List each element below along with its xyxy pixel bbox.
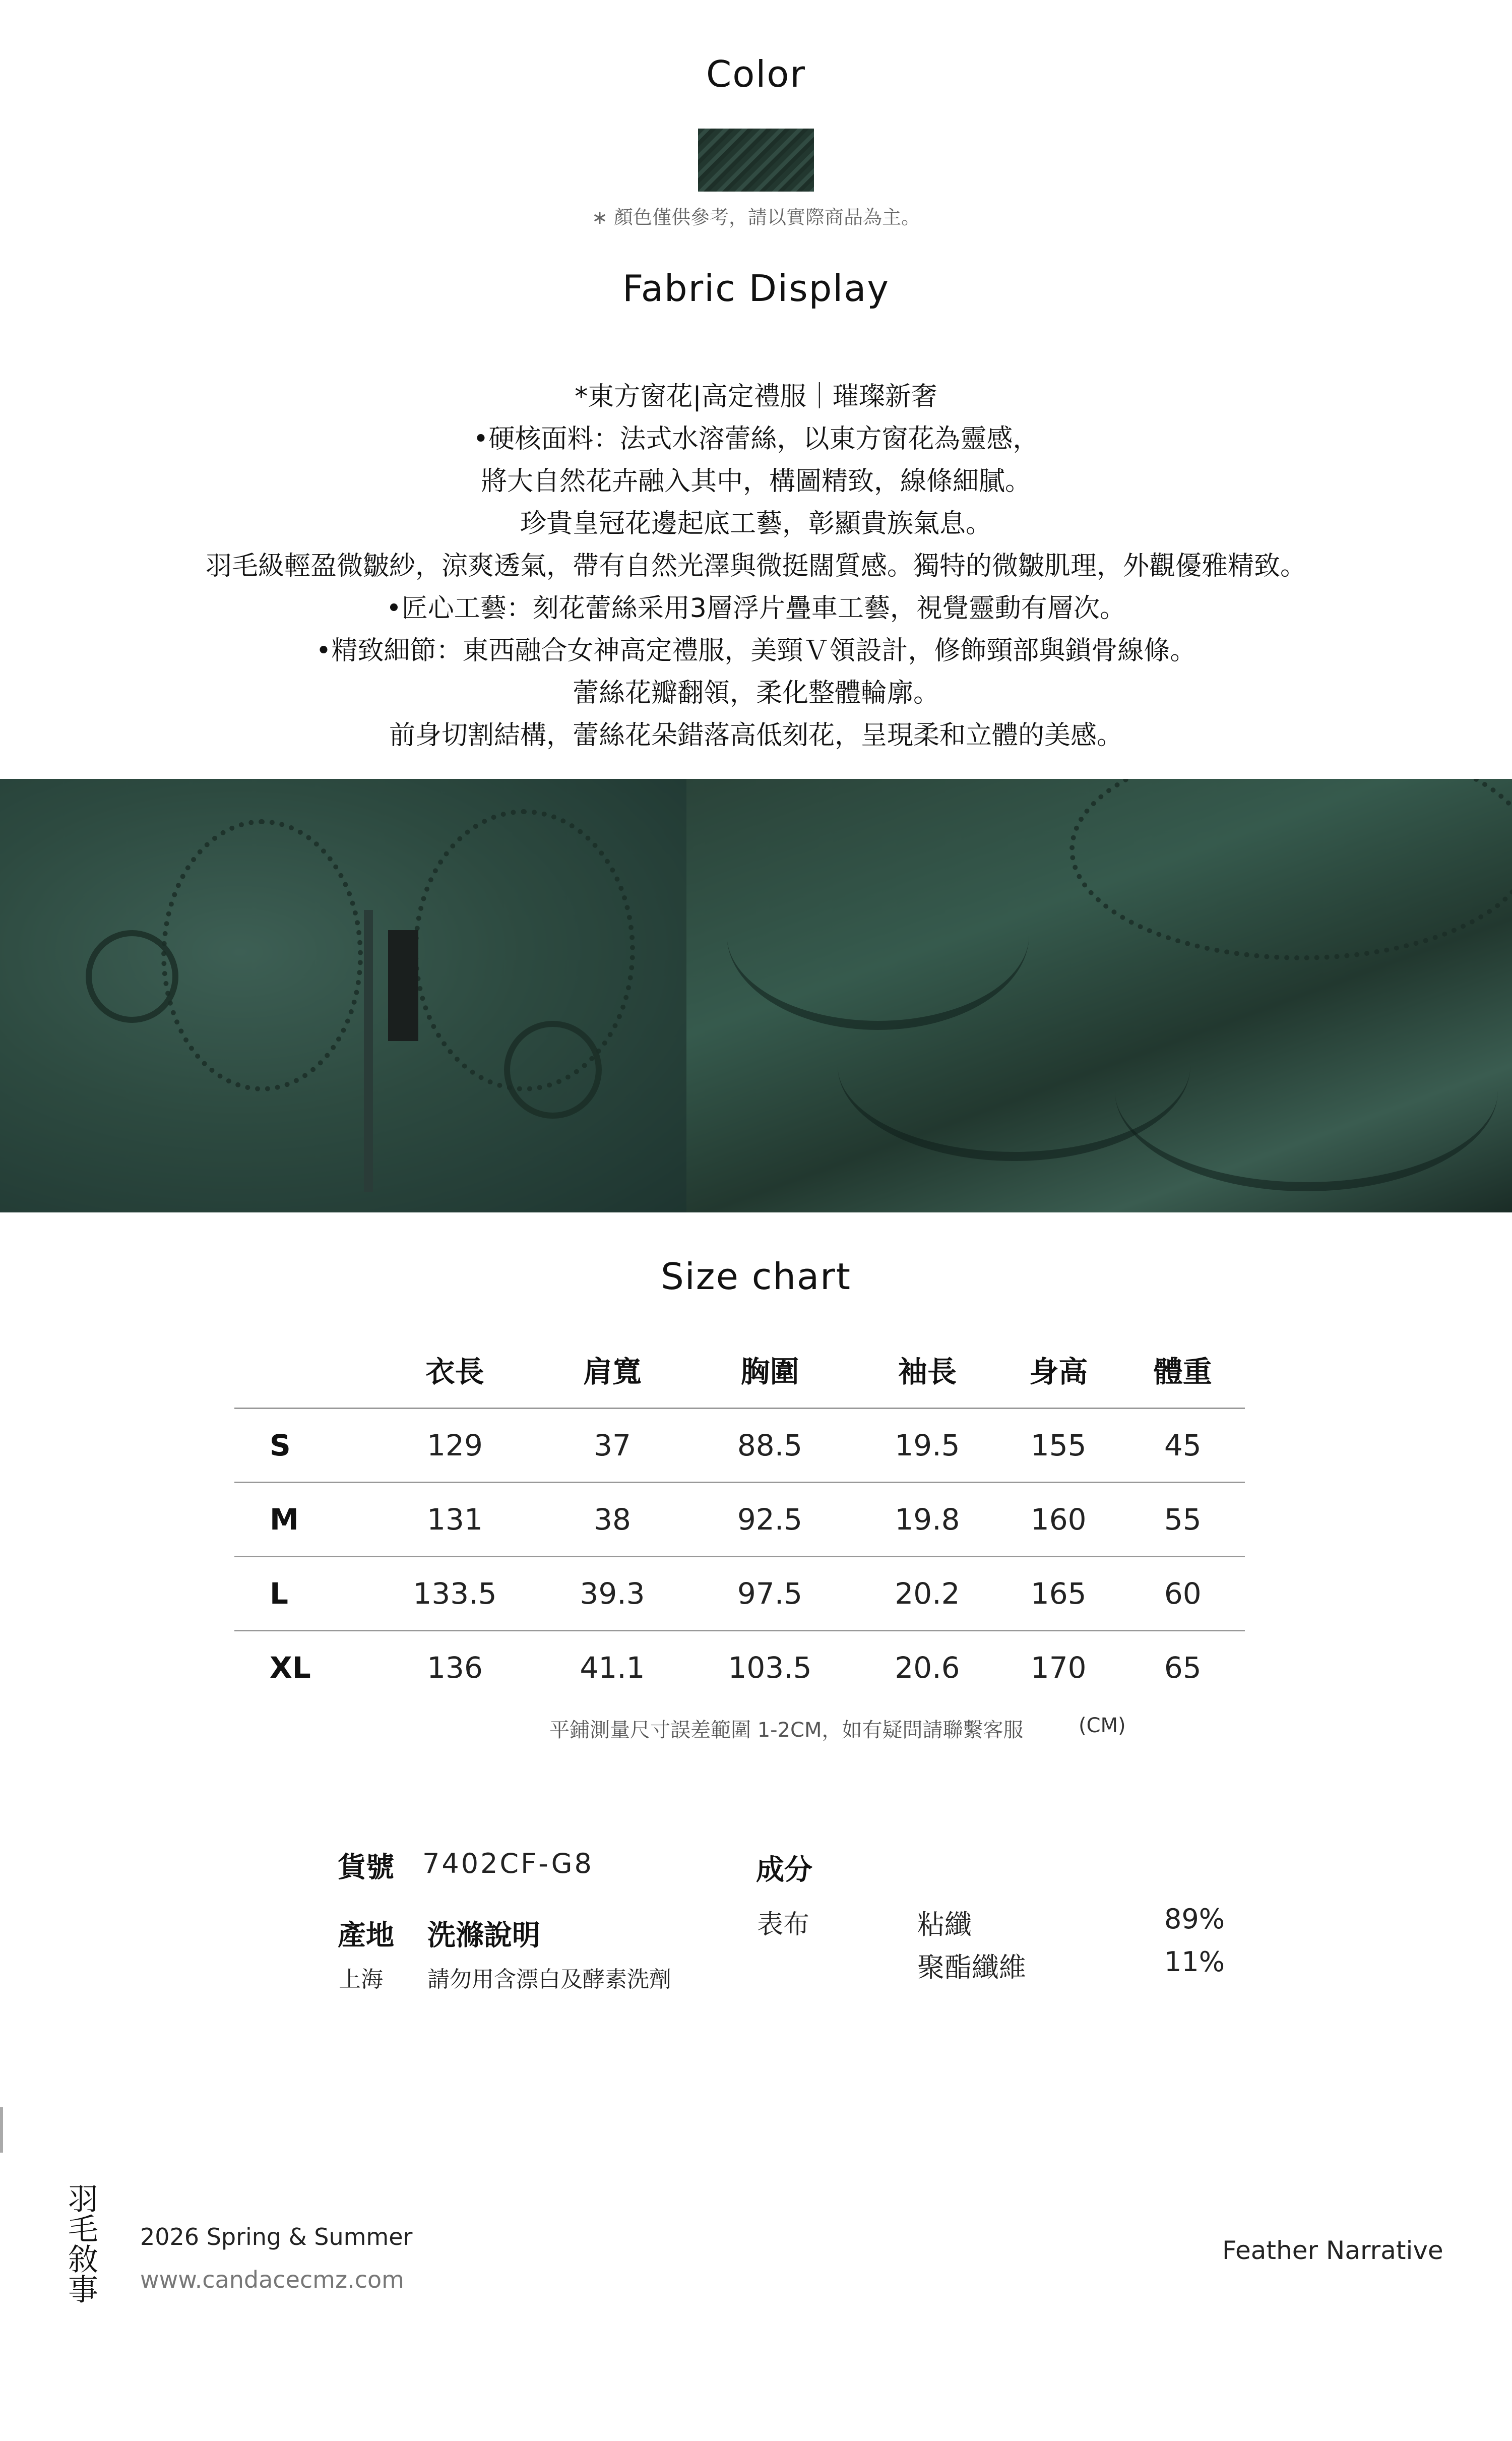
size-note: 平鋪測量尺寸誤差範圍 1-2CM，如有疑問請聯繫客服 xyxy=(549,1719,1024,1742)
brand-vertical xyxy=(60,2183,101,2314)
table-cell: 133.5 xyxy=(366,1557,543,1631)
header-blank xyxy=(234,1331,366,1409)
table-row xyxy=(234,1409,1245,1483)
flower-motif xyxy=(504,1021,602,1119)
fabric-line: 將大自然花卉融入其中，構圖精致，線條細膩。 xyxy=(480,466,1031,497)
material-percent: 89% xyxy=(1164,1903,1225,1935)
origin: 上海 xyxy=(339,1967,383,1992)
season-text: 2026 Spring & Summer xyxy=(140,2223,413,2250)
material-name: 聚酯纖維 xyxy=(917,1951,1026,1983)
table-cell: 103.5 xyxy=(681,1631,858,1704)
table-cell: 60 xyxy=(1120,1557,1245,1631)
size-label: S xyxy=(234,1409,366,1483)
fabric-label: 表布 xyxy=(757,1910,810,1940)
size-table xyxy=(234,1331,1245,1704)
item-no-label: 貨號 xyxy=(338,1851,394,1884)
size-unit: (CM) xyxy=(1079,1714,1126,1737)
table-cell: 20.2 xyxy=(858,1557,996,1631)
table-cell: 20.6 xyxy=(858,1631,996,1704)
side-divider xyxy=(0,2107,3,2153)
ruffle-fold xyxy=(1115,991,1498,1191)
fabric-line: 珍貴皇冠花邊起底工藝，彰顯貴族氣息。 xyxy=(520,509,992,539)
size-chart-title: Size chart xyxy=(661,1255,851,1298)
table-cell: 131 xyxy=(366,1483,543,1557)
table-row xyxy=(234,1483,1245,1557)
table-cell: 155 xyxy=(996,1409,1121,1483)
header-cell: 體重 xyxy=(1153,1355,1212,1389)
header-cell: 衣長 xyxy=(425,1355,484,1389)
size-label: M xyxy=(234,1483,366,1557)
header-cell: 肩寬 xyxy=(583,1355,642,1389)
color-title: Color xyxy=(706,53,806,95)
table-cell: 92.5 xyxy=(681,1483,858,1557)
material-percent: 11% xyxy=(1164,1946,1225,1978)
table-cell: 45 xyxy=(1120,1409,1245,1483)
table-cell: 136 xyxy=(366,1631,543,1704)
table-cell: 19.8 xyxy=(858,1483,996,1557)
table-cell: 129 xyxy=(366,1409,543,1483)
table-row xyxy=(234,1557,1245,1631)
table-cell: 55 xyxy=(1120,1483,1245,1557)
table-cell: 97.5 xyxy=(681,1557,858,1631)
table-cell: 38 xyxy=(543,1483,681,1557)
lace-panel xyxy=(1069,779,1512,960)
size-label: L xyxy=(234,1557,366,1631)
table-cell: 165 xyxy=(996,1557,1121,1631)
item-no: 7402CF-G8 xyxy=(422,1848,594,1879)
fabric-line: *東方窗花|高定禮服｜璀璨新奢 xyxy=(575,382,937,412)
fabric-line: •硬核面料：法式水溶蕾絲，以東方窗花為靈感， xyxy=(473,424,1039,454)
fabric-description xyxy=(0,376,1512,757)
website-link[interactable]: www.candacecmz.com xyxy=(140,2266,404,2293)
fabric-photo-ruffle xyxy=(686,779,1512,1212)
table-cell: 170 xyxy=(996,1631,1121,1704)
table-cell: 65 xyxy=(1120,1631,1245,1704)
fabric-line: 前身切割結構，蕾絲花朵錯落高低刻花，呈現柔和立體的美感。 xyxy=(389,720,1123,751)
fabric-title: Fabric Display xyxy=(622,267,890,310)
header-cell: 身高 xyxy=(1029,1355,1088,1389)
fabric-line: •精致細節：東西融合女神高定禮服，美頸Ｖ領設計，修飾頸部與鎖骨線條。 xyxy=(316,636,1196,666)
lace-collar-left xyxy=(161,819,363,1091)
size-header-row xyxy=(234,1331,1245,1409)
care-instruction: 請勿用含漂白及酵素洗劑 xyxy=(427,1967,671,1992)
color-note: ∗ 顏色僅供參考，請以實際商品為主。 xyxy=(592,206,920,228)
fabric-photo-collar xyxy=(0,779,686,1212)
care-label: 洗滌說明 xyxy=(427,1919,540,1952)
header-cell: 袖長 xyxy=(898,1355,957,1389)
flower-motif xyxy=(86,930,178,1023)
size-label: XL xyxy=(234,1631,366,1704)
zipper xyxy=(364,910,373,1192)
table-cell: 39.3 xyxy=(543,1557,681,1631)
fabric-line: 羽毛級輕盈微皺紗，涼爽透氣，帶有自然光澤與微挺闊質感。獨特的微皺肌理，外觀優雅精致。 xyxy=(205,551,1306,581)
color-swatch[interactable] xyxy=(698,129,814,192)
table-cell: 19.5 xyxy=(858,1409,996,1483)
table-cell: 88.5 xyxy=(681,1409,858,1483)
fabric-line: 蕾絲花瓣翻領，柔化整體輪廓。 xyxy=(572,678,939,708)
fabric-line: •匠心工藝：刻花蕾絲采用3層浮片疊車工藝，視覺靈動有層次。 xyxy=(386,593,1126,624)
brand-tagline: Feather Narrative xyxy=(1222,2236,1443,2265)
table-row xyxy=(234,1631,1245,1704)
table-cell: 41.1 xyxy=(543,1631,681,1704)
table-cell: 160 xyxy=(996,1483,1121,1557)
composition-label: 成分 xyxy=(756,1854,812,1886)
header-cell: 胸圍 xyxy=(740,1355,799,1389)
table-cell: 37 xyxy=(543,1409,681,1483)
brand-vertical-text: 羽毛敘事 xyxy=(63,2183,98,2304)
material-name: 粘纖 xyxy=(917,1909,972,1940)
garment-label xyxy=(388,930,418,1041)
origin-label: 產地 xyxy=(338,1919,394,1952)
